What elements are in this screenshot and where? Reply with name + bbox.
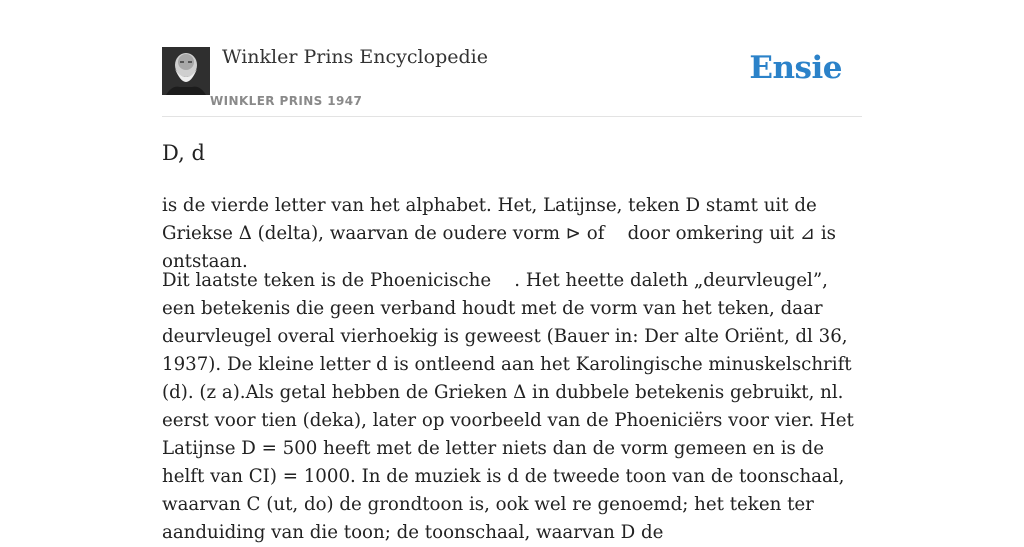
site-header (162, 0, 862, 117)
author-avatar[interactable] (162, 47, 210, 95)
article-paragraph: is de vierde letter van het alphabet. Het, Latijnse, teken D stamt uit de Griekse Δ (delta), waarvan de oudere vorm ⊳ of door omkering uit ⊿ is ontstaan. (162, 195, 837, 272)
site-name[interactable]: Winkler Prins Encyclopedie (222, 46, 488, 68)
source-label[interactable]: WINKLER PRINS 1947 (210, 94, 363, 108)
brand-logo[interactable]: Ensie (749, 50, 842, 86)
article-paragraph: Dit laatste teken is de Phoenicische . Het heette daleth „deurvleugel”, een betekenis die geen verband houdt met de vorm van het teken, daar deurvleugel overal vierhoekig is geweest (Bauer in: Der alte Oriënt, dl 36, 1937). De kleine letter d is ontleend aan het Karolingische minuskelschrift (d). (z a).Als getal hebben de Grieken Δ in dubbele betekenis gebruikt, nl. eerst voor tien (deka), later op voorbeeld van de Phoeniciërs voor vier. Het Latijnse D = 500 heeft met de letter niets dan de vorm gemeen en is de helft van CI) = 1000. In de muziek is d de tweede toon van de toonschaal, waarvan C (ut, do) de grondtoon is, ook wel re genoemd; het teken ter aanduiding van die toon; de toonschaal, waarvan D de (162, 270, 854, 543)
article-title: D, d (162, 141, 205, 165)
bearded-man-portrait-icon (162, 47, 210, 95)
